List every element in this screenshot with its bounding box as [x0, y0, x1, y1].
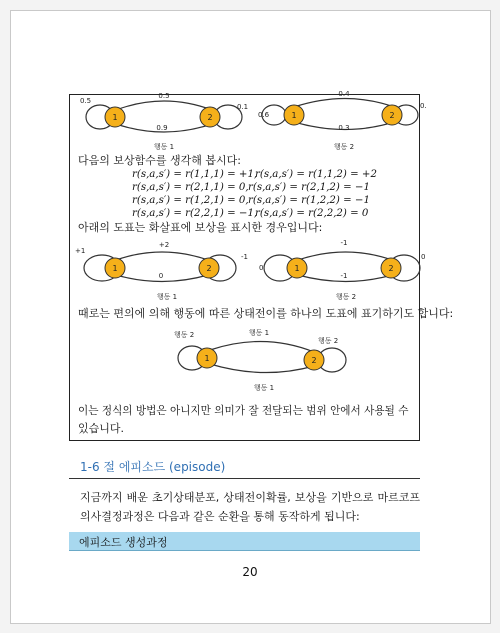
loop-1-label: 0.5: [80, 97, 92, 105]
arc-top: [210, 341, 314, 352]
reward-eq-1a: r(s,a,s′) = r(1,1,1) = +1,: [132, 169, 258, 180]
loop-1-label: 0: [259, 264, 264, 272]
reward-eq-4b: r(s,a,s′) = r(2,2,2) = 0: [255, 208, 369, 219]
arrow-intro: 아래의 도표는 화살표에 보상을 표시한 경우입니다:: [78, 221, 323, 234]
diagram-mid-right: [256, 238, 430, 302]
label-top: 행동 1: [248, 329, 270, 337]
diagram-caption: 행동 2: [335, 293, 357, 301]
section-title: 1-6 절 에피소드 (episode): [80, 460, 226, 474]
section-rule: [69, 478, 420, 479]
reward-eq-1b: r(s,a,s′) = r(1,1,2) = +2: [255, 169, 377, 180]
diagram-mid-left: [75, 238, 258, 302]
loop-1-label: +1: [75, 247, 86, 255]
loop-2-label: 0: [421, 253, 426, 261]
state-1-label: 1: [112, 264, 118, 273]
loop-2-label: 0.: [420, 102, 427, 110]
reward-intro: 다음의 보상함수를 생각해 봅시다:: [78, 154, 241, 167]
bottom-arc-label: 0.9: [156, 124, 168, 132]
top-arc-label: -1: [340, 239, 348, 247]
diagram-top-left: [78, 92, 253, 152]
diagram-caption: 행동 2: [333, 143, 355, 151]
arc-top: [298, 252, 392, 260]
state-2-label: 2: [207, 113, 213, 122]
loop-1-label: 0.6: [258, 111, 270, 119]
bottom-arc-label: 0: [158, 272, 164, 280]
page-number: 20: [242, 565, 258, 579]
state-1-label: 1: [204, 354, 210, 363]
state-2-label: 2: [206, 264, 212, 273]
state-2-label: 2: [311, 356, 317, 365]
state-2-label: 2: [388, 264, 394, 273]
reward-eq-3a: r(s,a,s′) = r(1,2,1) = 0,: [132, 195, 249, 206]
diagram-top-right: [258, 92, 428, 152]
top-arc-label: 0.5: [158, 92, 170, 100]
diagram-combined: [168, 326, 358, 394]
combined-intro: 때로는 편의에 의해 행동에 따른 상태전이를 하나의 도표에 표기하기도 합니다:: [78, 307, 454, 320]
arc-top: [116, 101, 212, 110]
body-line-1: 지금까지 배운 초기상태분포, 상태전이확률, 보상을 기반으로 마르코프: [80, 491, 420, 504]
loop-2-label: 0.1: [237, 103, 249, 111]
reward-eq-3b: r(s,a,s′) = r(1,2,2) = −1: [248, 195, 370, 206]
state-1-label: 1: [291, 111, 297, 120]
reward-eq-2a: r(s,a,s′) = r(2,1,1) = 0,: [132, 182, 249, 193]
top-arc-label: 0.4: [338, 90, 350, 98]
arc-top: [116, 252, 208, 260]
arc-top: [294, 99, 394, 108]
closing-line-2: 있습니다.: [78, 422, 125, 435]
state-1-label: 1: [112, 113, 118, 122]
diagram-caption: 행동 1: [153, 143, 175, 151]
episode-bar: [69, 532, 420, 551]
label-top-right: 행동 2: [318, 337, 339, 345]
bottom-arc-label: -1: [340, 272, 348, 280]
label-bottom: 행동 1: [253, 384, 275, 392]
state-2-label: 2: [389, 111, 395, 120]
arc-bottom: [210, 364, 314, 373]
reward-eq-4a: r(s,a,s′) = r(2,2,1) = −1,: [132, 208, 258, 219]
state-1-label: 1: [294, 264, 300, 273]
bar-title: 에피소드 생성과정: [79, 536, 168, 549]
reward-eq-2b: r(s,a,s′) = r(2,1,2) = −1: [248, 182, 370, 193]
closing-line-1: 이는 정식의 방법은 아니지만 의미가 잘 전달되는 범위 안에서 사용될 수: [78, 405, 409, 417]
body-line-2: 의사결정과정은 다음과 같은 순환을 통해 동작하게 됩니다:: [80, 510, 360, 523]
top-arc-label: +2: [158, 241, 170, 249]
bottom-arc-label: 0.3: [338, 124, 350, 132]
label-top-left: 행동 2: [174, 331, 195, 339]
diagram-caption: 행동 1: [156, 293, 178, 301]
loop-2-label: -1: [241, 253, 248, 261]
